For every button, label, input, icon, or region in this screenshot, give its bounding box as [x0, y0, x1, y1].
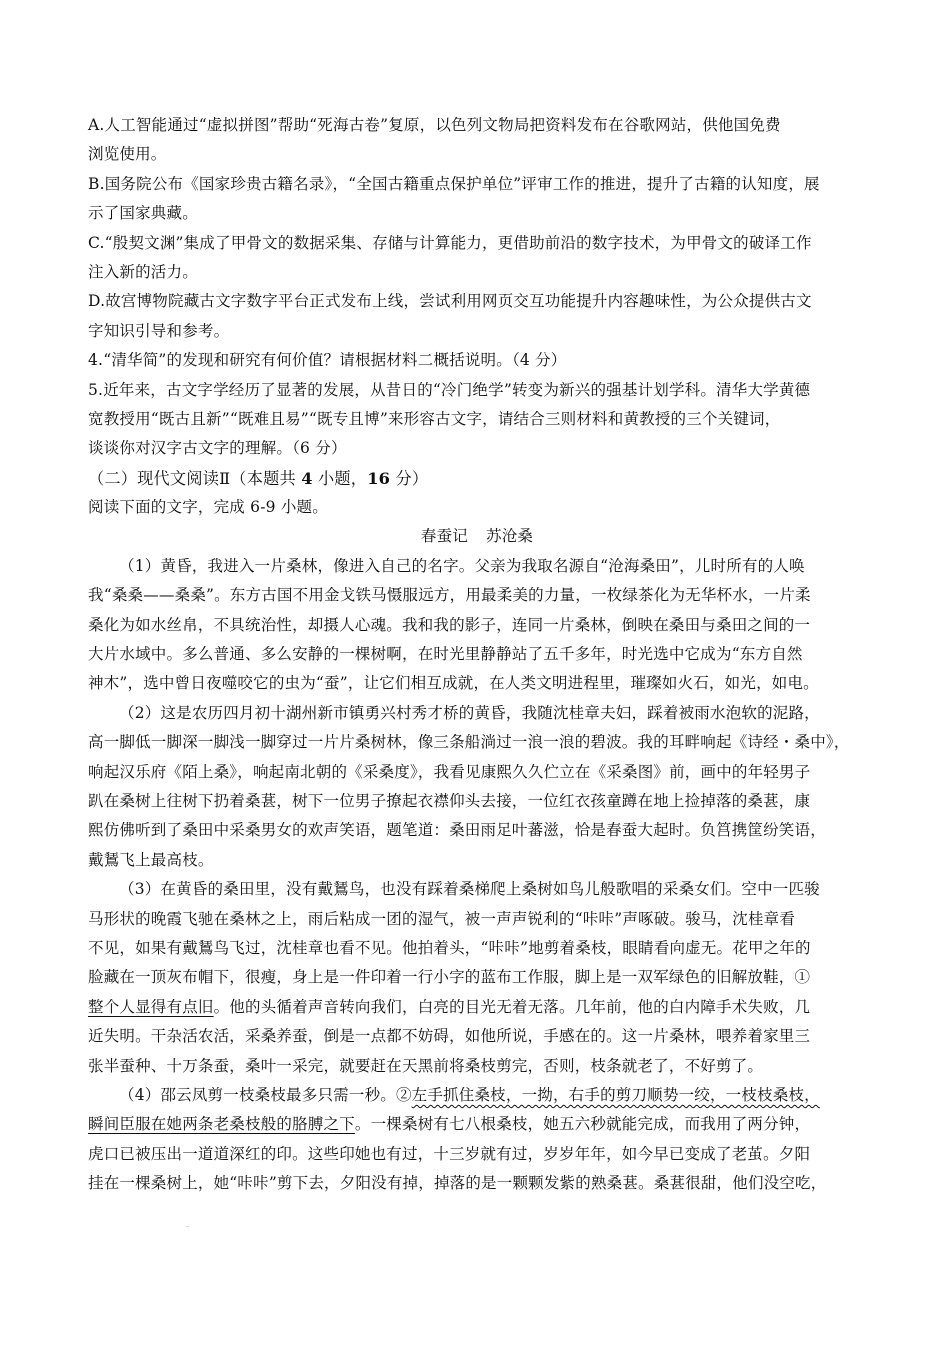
paragraph-1-line-2: 我“桑桑——桑桑”。东方古国不用金戈铁马慑服远方，用最柔美的力量，一枚绿茶化为无华杯水，一片柔	[88, 586, 811, 605]
paragraph-3-line-3: 不见，如果有戴鵟鸟飞过，沈桂章也看不见。他拍着头，“咔咔”地剪着桑枝，眼睛看向虚无。花甲之年的	[88, 938, 811, 957]
paragraph-1-line-3: 桑化为如水丝帛，不具统治性，却摄人心魂。我和我的影子，连同一片桑林，倒映在桑田与桑田之间的一	[88, 615, 811, 634]
paragraph-2-line-4: 趴在桑树上往树下扔着桑葚，树下一位男子撩起衣襟仰头去接，一位红衣孩童蹲在地上捡掉落的桑葚，康	[88, 791, 811, 810]
paragraph-4-line-1	[88, 1081, 866, 1110]
paragraph-4-line-3: 虎口已被压出一道道深红的印。这些印她也有过，十三岁就有过，岁岁年年，如今早已变成了老茧。夕阳	[88, 1144, 811, 1163]
section-heading-suffix: 分）	[390, 468, 429, 488]
paragraph-2-line-5: 熙仿佛听到了桑田中采桑男女的欢声笑语，题笔道：桑田雨足叶蕃滋，恰是春蚕大起时。负筥携筐纷笑语，	[88, 821, 826, 840]
paragraph-3-line-2: 马形状的晚霞飞驰在桑林之上，雨后粘成一团的湿气，被一声声锐利的“咔咔”声啄破。骏马，沈桂章看	[88, 909, 796, 928]
section-heading	[88, 464, 866, 493]
paragraph-2-line-6: 戴鵟飞上最高枝。	[88, 850, 214, 869]
paragraph-1-line-5: 神木”，选中曾日夜噬咬它的虫为“蚕”，让它们相互成就，在人类文明进程里，璀璨如火石，如光，如电。	[88, 674, 819, 693]
paragraph-3-line-1: （3）在黄昏的桑田里，没有戴鵟鸟，也没有踩着桑梯爬上桑树如鸟儿般歌唱的采桑女们。空中一匹骏	[119, 880, 820, 899]
option-b-line-1: B.国务院公布《国家珍贵古籍名录》，“全国古籍重点保护单位”评审工作的推进，提升了古籍的认知度，展	[88, 174, 820, 193]
underlined-sentence-1: 整个人显得有点旧	[88, 997, 214, 1016]
paragraph-2-line-3: 响起汉乐府《陌上桑》，响起南北朝的《采桑度》，我看见康熙久久伫立在《采桑图》前，画中的年轻男子	[88, 762, 811, 781]
underlined-sentence-2-part-1: 左手抓住桑枝，一拗，右手的剪刀顺势一绞，一枝枝桑枝，	[411, 1085, 820, 1104]
section-question-count: 4	[301, 468, 313, 488]
section-heading-mid: 小题，	[312, 468, 368, 488]
option-d-line-2: 字知识引导和参考。	[88, 321, 230, 340]
paragraph-3-line-5-text: 。他的头循着声音转向我们，白亮的目光无着无落。几年前，他的白内障手术失败，几	[213, 997, 811, 1016]
paragraph-1-line-4: 大片水域中。多么普通、多么安静的一棵树啊，在时光里静静站了五千多年，时光选中它成为“东方自然	[88, 645, 803, 664]
paragraph-1-line-1: （1）黄昏，我进入一片桑林，像进入自己的名字。父亲为我取名源自“沧海桑田”，儿时所有的人唤	[119, 556, 805, 575]
scan-speck	[186, 1226, 189, 1227]
option-b-line-2: 示了国家典藏。	[88, 204, 198, 223]
option-d-line-1: D.故宫博物院藏古文字数字平台正式发布上线，尝试利用网页交互功能提升内容趣味性，为公众提供古文	[88, 292, 812, 311]
option-a-line-2: 浏览使用。	[88, 145, 167, 164]
paragraph-2-line-2: 高一脚低一脚深一脚浅一脚穿过一片片桑树林，像三条船淌过一浪一浪的碧波。我的耳畔响起《诗经・桑中》，	[88, 733, 850, 752]
paragraph-4-line-4: 挂在一棵桑树上，她“咔咔”剪下去，夕阳没有掉，掉落的是一颗颗发紫的熟桑葚。桑葚很甜，他们没空吃，	[88, 1174, 827, 1193]
paragraph-3-line-6: 近失明。干杂活农活，采桑养蚕，倒是一点都不妨碍，如他所说，手感在的。这一片桑林，喂养着家里三	[88, 1027, 811, 1046]
section-heading-prefix: （二）现代文阅读Ⅱ（本题共	[88, 468, 302, 488]
paragraph-4-line-2-text: 。一棵桑树有七八根桑枝，她五六秒就能完成，而我用了两分钟，	[354, 1115, 811, 1134]
paragraph-4-line-2	[88, 1110, 866, 1139]
underlined-sentence-2-part-2: 瞬间臣服在她两条老桑枝般的胳膊之下	[88, 1115, 355, 1134]
question-4: 4.“清华简”的发现和研究有何价值？请根据材料二概括说明。（4 分）	[88, 351, 567, 370]
paragraph-2-line-1: （2）这是农历四月初十湖州新市镇勇兴村秀才桥的黄昏，我随沈桂章夫妇，踩着被雨水泡软的泥路，	[119, 703, 820, 722]
article-title-row	[88, 522, 866, 551]
article-title: 春蚕记	[420, 527, 468, 546]
article-author: 苏沧桑	[486, 527, 534, 546]
option-c-line-2: 注入新的活力。	[88, 262, 198, 281]
question-5-line-1: 5.近年来，古文字学经历了显著的发展，从昔日的“冷门绝学”转变为新兴的强基计划学科。清华大学黄德	[88, 380, 811, 399]
reading-instruction: 阅读下面的文字，完成 6-9 小题。	[88, 498, 328, 517]
question-5-line-3: 谈谈你对汉字古文字的理解。（6 分）	[88, 439, 347, 458]
option-a-line-1: A.人工智能通过“虚拟拼图”帮助“死海古卷”复原，以色列文物局把资料发布在谷歌网站，供他国免费	[88, 116, 781, 134]
paragraph-3-line-7: 张半蚕种、十万条蚕，桑叶一采完，就要赶在天黑前将桑枝剪完，否则，枝条就老了，不好剪了。	[88, 1056, 764, 1075]
question-5-line-2: 宽教授用“既古且新”“既难且易”“既专且博”来形容古文字，请结合三则材料和黄教授的三个关键词，	[88, 409, 781, 428]
section-score: 16	[367, 468, 391, 488]
paragraph-4-lead: （4）邵云凤剪一枝桑枝最多只需一秒。②	[119, 1085, 412, 1104]
paragraph-3-line-4: 脸藏在一顶灰布帽下，很瘦，身上是一件印着一行小字的蓝布工作服，脚上是一双军绿色的旧解放鞋，①	[88, 968, 811, 987]
paragraph-3-line-5	[88, 993, 866, 1022]
option-c-line-1: C.“殷契文渊”集成了甲骨文的数据采集、存储与计算能力，更借助前沿的数字技术，为甲骨文的破译工作	[88, 233, 812, 252]
